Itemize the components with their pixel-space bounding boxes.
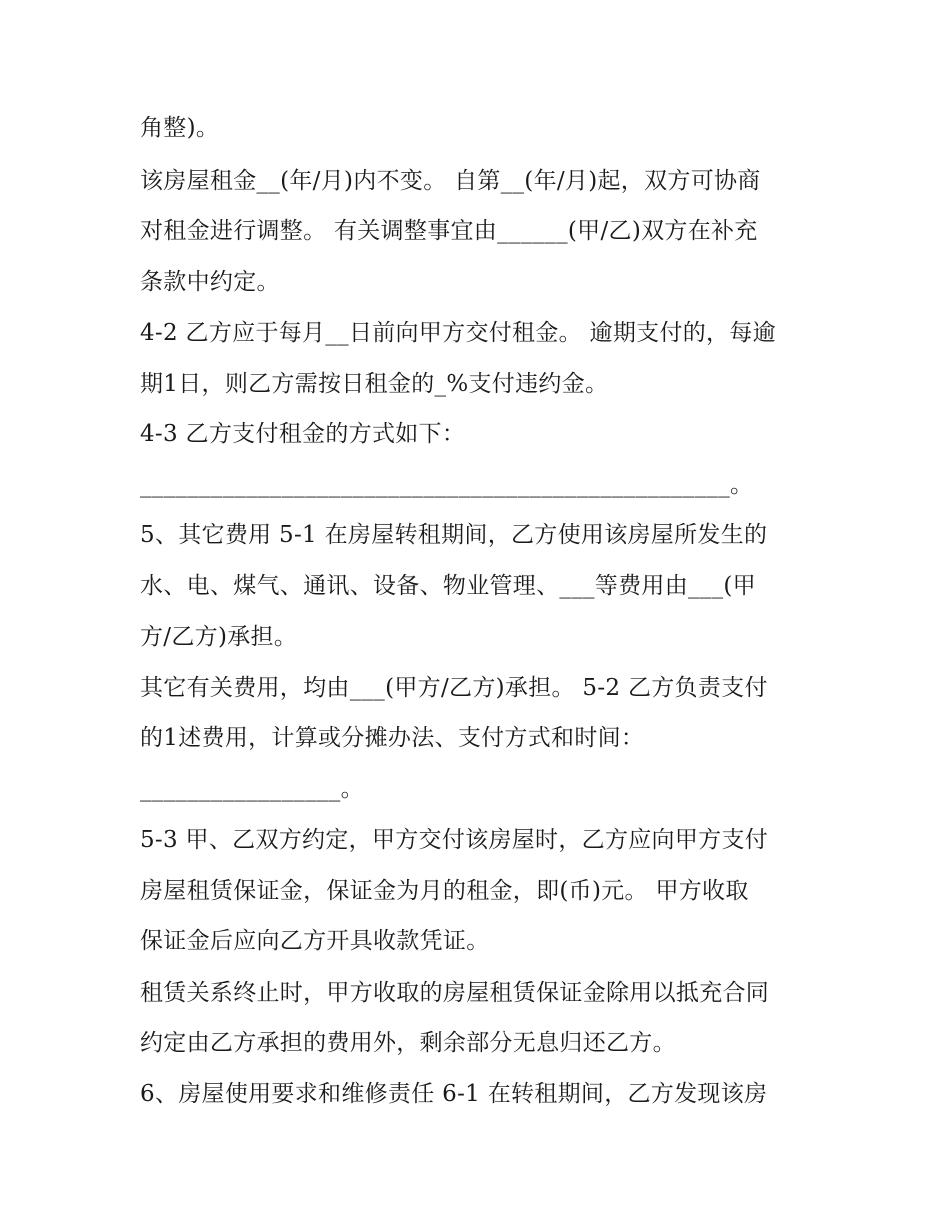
text-line: 的1述费用，计算或分摊办法、支付方式和时间：: [140, 725, 645, 751]
text-line: 4-2 乙方应于每月__日前向甲方交付租金。 逾期支付的，每逾: [140, 320, 776, 346]
text-line: 保证金后应向乙方开具收款凭证。: [140, 928, 490, 954]
text-line: 对租金进行调整。 有关调整事宜由______(甲/乙)双方在补充: [140, 218, 758, 244]
text-line: 水、电、煤气、通讯、设备、物业管理、___等费用由___(甲: [140, 573, 756, 599]
text-line: 6、房屋使用要求和维修责任 6-1 在转租期间，乙方发现该房: [140, 1081, 768, 1107]
text-line: 房屋租赁保证金，保证金为月的租金，即(币)元。 甲方收取: [140, 878, 749, 904]
text-line: 其它有关费用，均由___(甲方/乙方)承担。 5-2 乙方负责支付: [140, 675, 768, 701]
text-line: 方/乙方)承担。: [140, 624, 298, 650]
text-line: 4-3 乙方支付租金的方式如下：: [140, 421, 466, 447]
text-line: 期1日，则乙方需按日租金的_%支付违约金。: [140, 371, 609, 397]
text-line: 5-3 甲、乙双方约定，甲方交付该房屋时，乙方应向甲方支付: [140, 827, 769, 853]
text-line: 5、其它费用 5-1 在房屋转租期间，乙方使用该房屋所发生的: [140, 522, 768, 548]
text-line: 该房屋租金__(年/月)内不变。 自第__(年/月)起，双方可协商: [140, 168, 761, 194]
text-line: 条款中约定。: [140, 269, 280, 295]
text-line: 约定由乙方承担的费用外，剩余部分无息归还乙方。: [140, 1030, 676, 1056]
text-line: _________________。: [140, 776, 364, 802]
text-line: __________________________________________________。: [140, 472, 754, 498]
text-line: 角整)。: [140, 115, 220, 141]
text-line: 租赁关系终止时，甲方收取的房屋租赁保证金除用以抵充合同: [140, 980, 770, 1006]
